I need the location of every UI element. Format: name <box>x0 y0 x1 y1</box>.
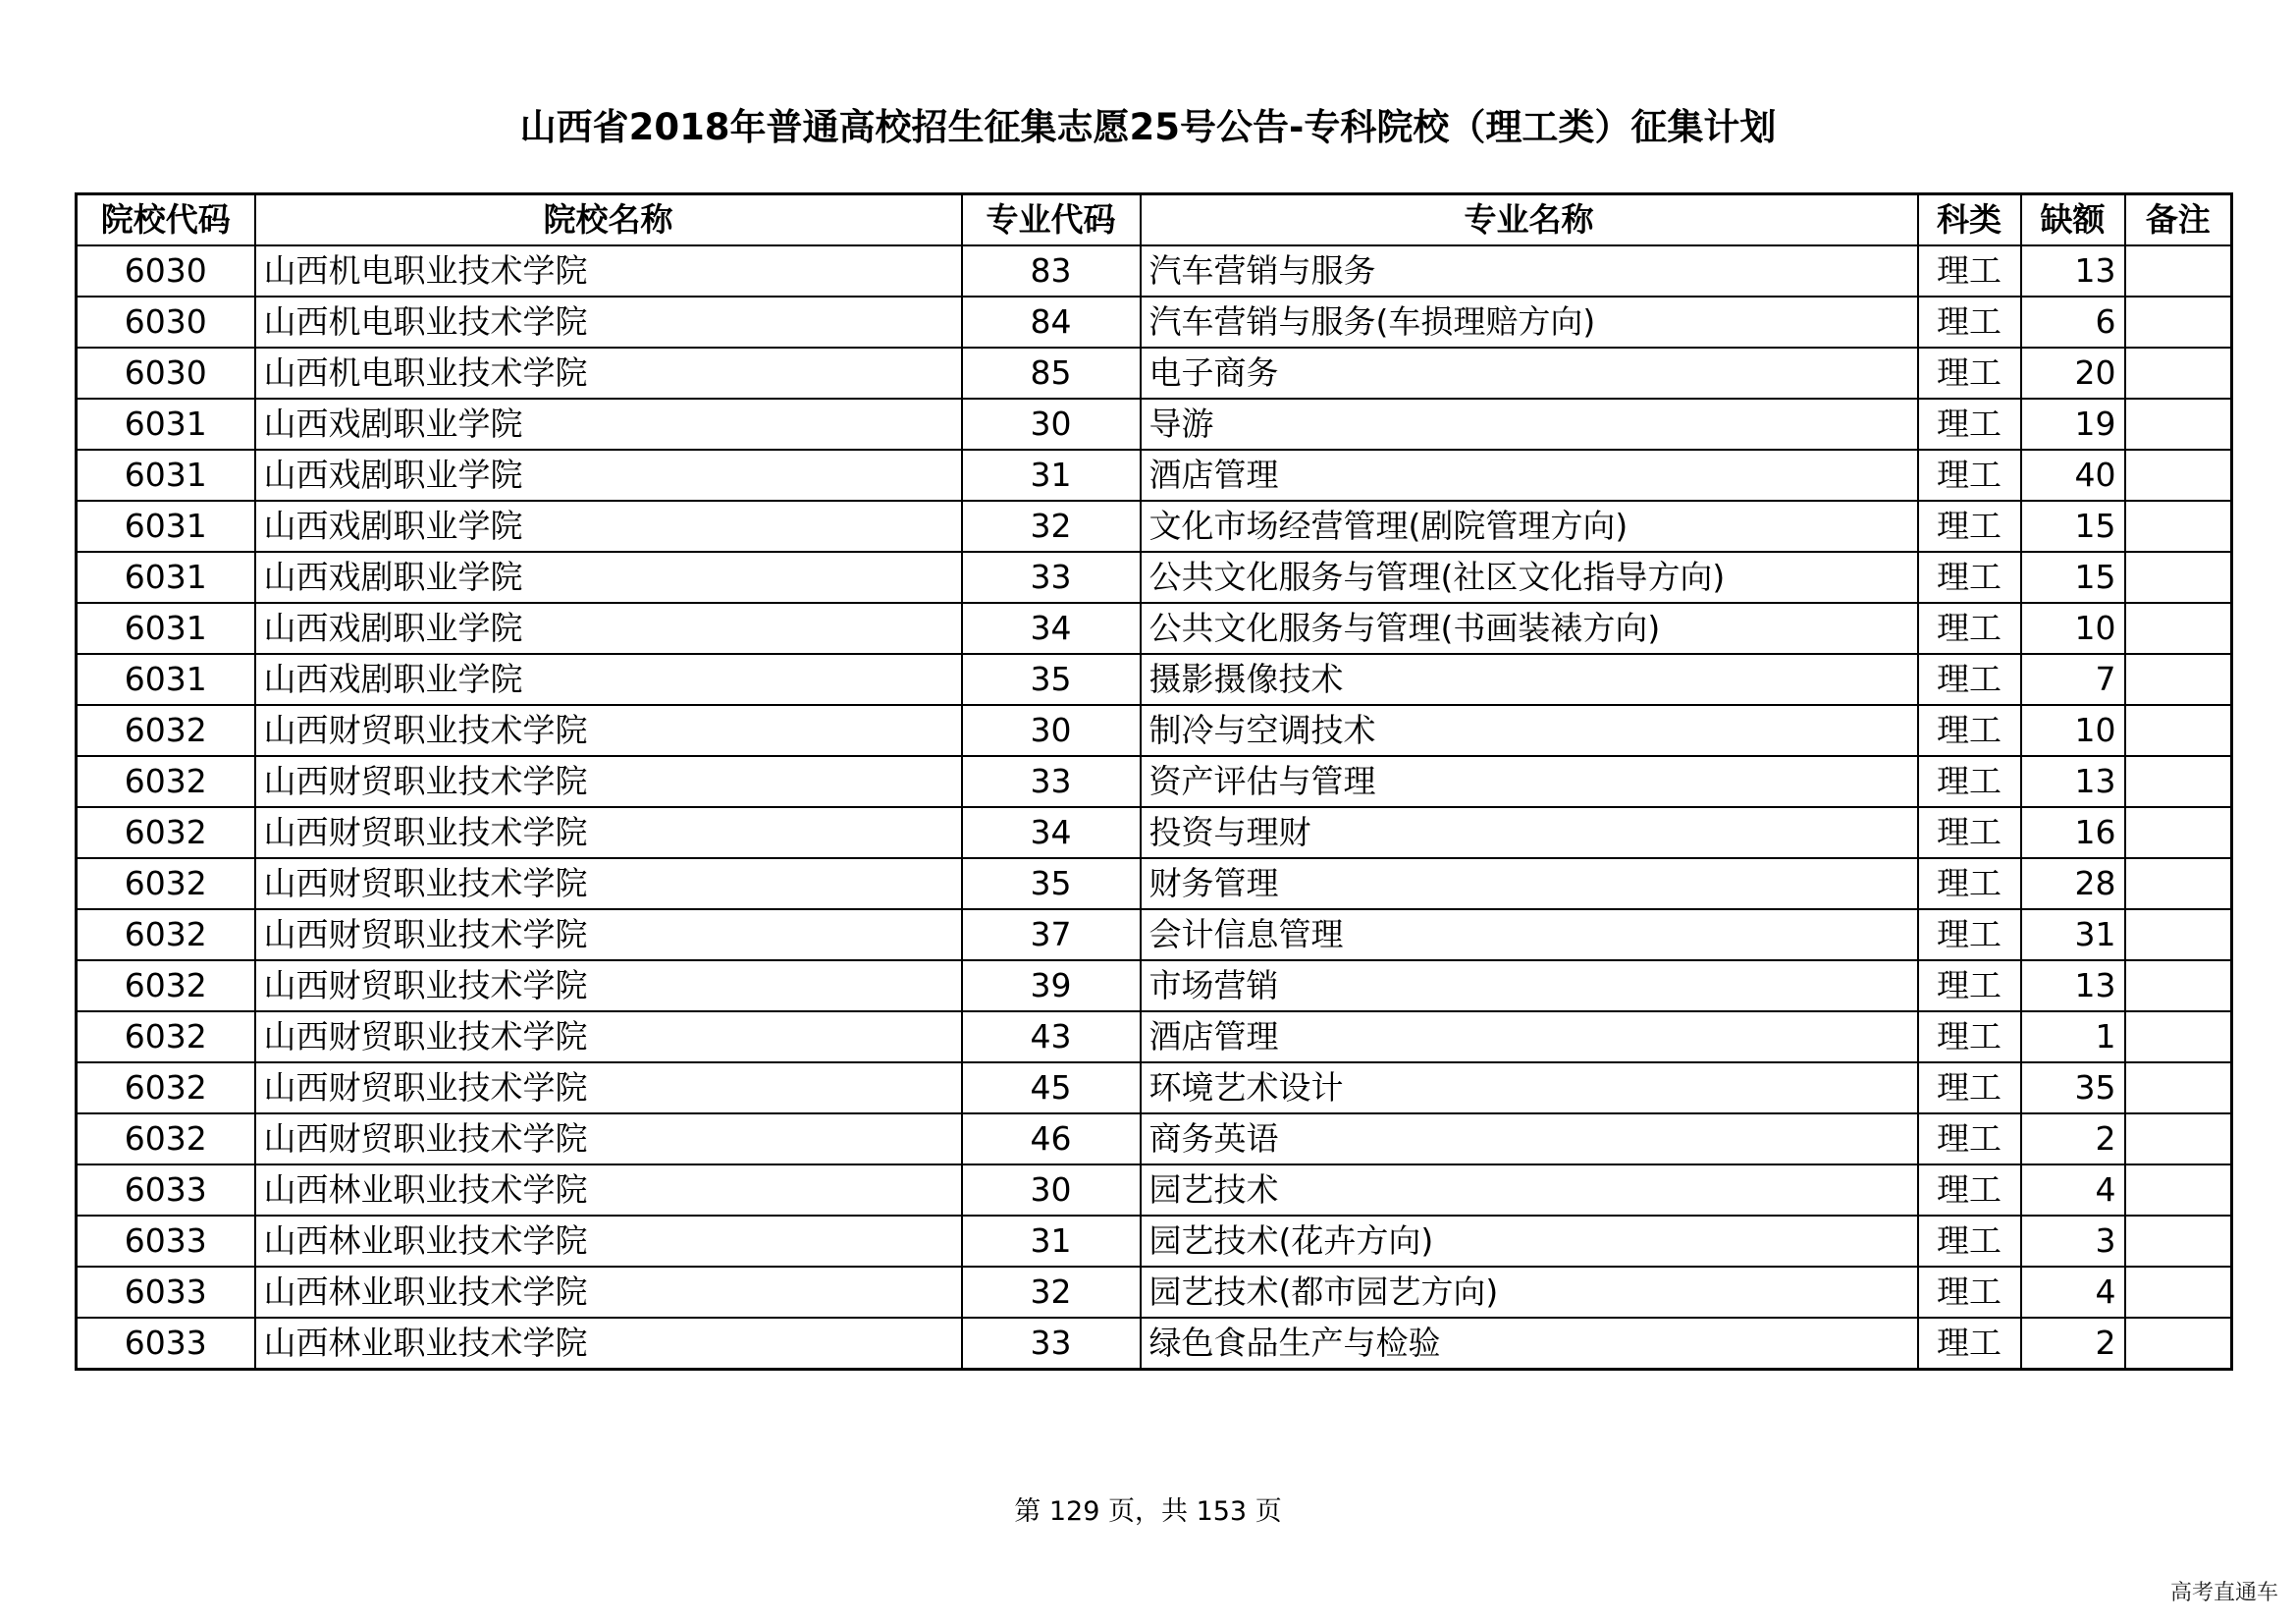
category-cell: 理工 <box>1918 1062 2021 1113</box>
major-name-cell: 文化市场经营管理(剧院管理方向) <box>1141 501 1918 552</box>
major-code-cell: 34 <box>962 807 1141 858</box>
major-code-cell: 32 <box>962 501 1141 552</box>
school-code-cell: 6032 <box>77 1062 255 1113</box>
major-code-cell: 84 <box>962 297 1141 348</box>
category-cell: 理工 <box>1918 348 2021 399</box>
major-name-cell: 绿色食品生产与检验 <box>1141 1318 1918 1370</box>
quota-cell: 6 <box>2021 297 2125 348</box>
quota-cell: 10 <box>2021 705 2125 756</box>
school-code-cell: 6032 <box>77 960 255 1011</box>
note-cell <box>2125 603 2232 654</box>
major-code-cell: 31 <box>962 450 1141 501</box>
major-code-cell: 30 <box>962 705 1141 756</box>
category-cell: 理工 <box>1918 1318 2021 1370</box>
table-row <box>77 552 2232 603</box>
category-cell: 理工 <box>1918 1164 2021 1216</box>
category-cell: 理工 <box>1918 501 2021 552</box>
quota-cell: 28 <box>2021 858 2125 909</box>
major-name-cell: 公共文化服务与管理(社区文化指导方向) <box>1141 552 1918 603</box>
school-code-cell: 6032 <box>77 705 255 756</box>
major-code-cell: 37 <box>962 909 1141 960</box>
quota-cell: 13 <box>2021 756 2125 807</box>
table-row <box>77 705 2232 756</box>
school-code-cell: 6032 <box>77 756 255 807</box>
school-name-cell: 山西戏剧职业学院 <box>255 399 962 450</box>
table-body <box>77 245 2232 1370</box>
major-name-cell: 导游 <box>1141 399 1918 450</box>
major-code-cell: 33 <box>962 1318 1141 1370</box>
major-name-cell: 电子商务 <box>1141 348 1918 399</box>
table-row <box>77 348 2232 399</box>
school-code-cell: 6032 <box>77 807 255 858</box>
table-row <box>77 297 2232 348</box>
quota-cell: 15 <box>2021 501 2125 552</box>
school-code-cell: 6032 <box>77 858 255 909</box>
school-code-cell: 6031 <box>77 552 255 603</box>
category-cell: 理工 <box>1918 450 2021 501</box>
table-row <box>77 399 2232 450</box>
watermark-text: 高考直通车 <box>2169 1581 2278 1605</box>
quota-cell: 2 <box>2021 1318 2125 1370</box>
major-code-cell: 85 <box>962 348 1141 399</box>
school-code-cell: 6033 <box>77 1267 255 1318</box>
table-row <box>77 450 2232 501</box>
major-name-cell: 酒店管理 <box>1141 1011 1918 1062</box>
note-cell <box>2125 297 2232 348</box>
note-cell <box>2125 501 2232 552</box>
header-major-name: 专业名称 <box>1141 194 1918 246</box>
school-code-cell: 6031 <box>77 450 255 501</box>
enrollment-plan-table <box>75 192 2233 1371</box>
school-code-cell: 6031 <box>77 399 255 450</box>
category-cell: 理工 <box>1918 245 2021 297</box>
major-code-cell: 83 <box>962 245 1141 297</box>
school-name-cell: 山西财贸职业技术学院 <box>255 705 962 756</box>
school-name-cell: 山西林业职业技术学院 <box>255 1216 962 1267</box>
quota-cell: 1 <box>2021 1011 2125 1062</box>
school-name-cell: 山西机电职业技术学院 <box>255 245 962 297</box>
school-name-cell: 山西戏剧职业学院 <box>255 552 962 603</box>
quota-cell: 13 <box>2021 960 2125 1011</box>
major-name-cell: 园艺技术(花卉方向) <box>1141 1216 1918 1267</box>
table-row <box>77 654 2232 705</box>
school-name-cell: 山西财贸职业技术学院 <box>255 1113 962 1164</box>
major-name-cell: 商务英语 <box>1141 1113 1918 1164</box>
quota-cell: 40 <box>2021 450 2125 501</box>
school-code-cell: 6032 <box>77 909 255 960</box>
quota-cell: 35 <box>2021 1062 2125 1113</box>
major-code-cell: 45 <box>962 1062 1141 1113</box>
category-cell: 理工 <box>1918 603 2021 654</box>
major-name-cell: 摄影摄像技术 <box>1141 654 1918 705</box>
major-code-cell: 39 <box>962 960 1141 1011</box>
school-code-cell: 6032 <box>77 1113 255 1164</box>
note-cell <box>2125 1062 2232 1113</box>
major-name-cell: 投资与理财 <box>1141 807 1918 858</box>
school-name-cell: 山西财贸职业技术学院 <box>255 858 962 909</box>
school-code-cell: 6033 <box>77 1318 255 1370</box>
category-cell: 理工 <box>1918 960 2021 1011</box>
table-row <box>77 1062 2232 1113</box>
note-cell <box>2125 450 2232 501</box>
table-row <box>77 960 2232 1011</box>
school-name-cell: 山西财贸职业技术学院 <box>255 909 962 960</box>
table-row <box>77 858 2232 909</box>
category-cell: 理工 <box>1918 1216 2021 1267</box>
note-cell <box>2125 807 2232 858</box>
table-row <box>77 1113 2232 1164</box>
table-row <box>77 501 2232 552</box>
school-name-cell: 山西林业职业技术学院 <box>255 1318 962 1370</box>
table-row <box>77 603 2232 654</box>
category-cell: 理工 <box>1918 1011 2021 1062</box>
header-school-code: 院校代码 <box>77 194 255 246</box>
table-row <box>77 756 2232 807</box>
header-note: 备注 <box>2125 194 2232 246</box>
major-code-cell: 34 <box>962 603 1141 654</box>
school-name-cell: 山西财贸职业技术学院 <box>255 807 962 858</box>
school-name-cell: 山西戏剧职业学院 <box>255 654 962 705</box>
major-code-cell: 33 <box>962 552 1141 603</box>
school-code-cell: 6033 <box>77 1216 255 1267</box>
school-name-cell: 山西财贸职业技术学院 <box>255 756 962 807</box>
note-cell <box>2125 858 2232 909</box>
school-code-cell: 6030 <box>77 297 255 348</box>
category-cell: 理工 <box>1918 705 2021 756</box>
major-name-cell: 财务管理 <box>1141 858 1918 909</box>
header-category: 科类 <box>1918 194 2021 246</box>
school-name-cell: 山西林业职业技术学院 <box>255 1267 962 1318</box>
major-name-cell: 环境艺术设计 <box>1141 1062 1918 1113</box>
note-cell <box>2125 654 2232 705</box>
quota-cell: 13 <box>2021 245 2125 297</box>
major-name-cell: 汽车营销与服务 <box>1141 245 1918 297</box>
note-cell <box>2125 1011 2232 1062</box>
note-cell <box>2125 245 2232 297</box>
category-cell: 理工 <box>1918 399 2021 450</box>
note-cell <box>2125 1216 2232 1267</box>
note-cell <box>2125 1267 2232 1318</box>
quota-cell: 2 <box>2021 1113 2125 1164</box>
note-cell <box>2125 705 2232 756</box>
table-header-row <box>77 194 2232 246</box>
category-cell: 理工 <box>1918 858 2021 909</box>
table-row <box>77 807 2232 858</box>
school-code-cell: 6030 <box>77 245 255 297</box>
category-cell: 理工 <box>1918 807 2021 858</box>
major-name-cell: 会计信息管理 <box>1141 909 1918 960</box>
major-name-cell: 公共文化服务与管理(书画装裱方向) <box>1141 603 1918 654</box>
quota-cell: 3 <box>2021 1216 2125 1267</box>
school-code-cell: 6031 <box>77 501 255 552</box>
major-code-cell: 43 <box>962 1011 1141 1062</box>
table-row <box>77 1164 2232 1216</box>
major-name-cell: 制冷与空调技术 <box>1141 705 1918 756</box>
quota-cell: 20 <box>2021 348 2125 399</box>
major-name-cell: 园艺技术 <box>1141 1164 1918 1216</box>
major-code-cell: 33 <box>962 756 1141 807</box>
school-code-cell: 6032 <box>77 1011 255 1062</box>
header-major-code: 专业代码 <box>962 194 1141 246</box>
major-name-cell: 汽车营销与服务(车损理赔方向) <box>1141 297 1918 348</box>
school-name-cell: 山西林业职业技术学院 <box>255 1164 962 1216</box>
major-name-cell: 市场营销 <box>1141 960 1918 1011</box>
note-cell <box>2125 1318 2232 1370</box>
category-cell: 理工 <box>1918 1113 2021 1164</box>
school-code-cell: 6033 <box>77 1164 255 1216</box>
quota-cell: 4 <box>2021 1164 2125 1216</box>
major-code-cell: 46 <box>962 1113 1141 1164</box>
category-cell: 理工 <box>1918 909 2021 960</box>
note-cell <box>2125 1164 2232 1216</box>
category-cell: 理工 <box>1918 654 2021 705</box>
major-name-cell: 酒店管理 <box>1141 450 1918 501</box>
quota-cell: 15 <box>2021 552 2125 603</box>
major-code-cell: 32 <box>962 1267 1141 1318</box>
page-number: 第 129 页，共 153 页 <box>1014 1496 1282 1527</box>
major-code-cell: 35 <box>962 654 1141 705</box>
major-code-cell: 30 <box>962 1164 1141 1216</box>
note-cell <box>2125 909 2232 960</box>
table-row <box>77 1267 2232 1318</box>
school-name-cell: 山西戏剧职业学院 <box>255 501 962 552</box>
document-title: 山西省2018年普通高校招生征集志愿25号公告-专科院校（理工类）征集计划 <box>519 106 1777 148</box>
header-quota: 缺额 <box>2021 194 2125 246</box>
quota-cell: 7 <box>2021 654 2125 705</box>
school-name-cell: 山西戏剧职业学院 <box>255 450 962 501</box>
school-code-cell: 6030 <box>77 348 255 399</box>
header-school-name: 院校名称 <box>255 194 962 246</box>
table-row <box>77 245 2232 297</box>
major-name-cell: 资产评估与管理 <box>1141 756 1918 807</box>
table-row <box>77 1011 2232 1062</box>
category-cell: 理工 <box>1918 297 2021 348</box>
note-cell <box>2125 756 2232 807</box>
school-name-cell: 山西财贸职业技术学院 <box>255 1062 962 1113</box>
table-row <box>77 909 2232 960</box>
school-code-cell: 6031 <box>77 654 255 705</box>
major-code-cell: 31 <box>962 1216 1141 1267</box>
school-name-cell: 山西戏剧职业学院 <box>255 603 962 654</box>
category-cell: 理工 <box>1918 756 2021 807</box>
note-cell <box>2125 552 2232 603</box>
note-cell <box>2125 348 2232 399</box>
quota-cell: 31 <box>2021 909 2125 960</box>
school-name-cell: 山西机电职业技术学院 <box>255 348 962 399</box>
note-cell <box>2125 1113 2232 1164</box>
table-row <box>77 1318 2232 1370</box>
major-code-cell: 35 <box>962 858 1141 909</box>
major-name-cell: 园艺技术(都市园艺方向) <box>1141 1267 1918 1318</box>
school-name-cell: 山西机电职业技术学院 <box>255 297 962 348</box>
note-cell <box>2125 960 2232 1011</box>
school-code-cell: 6031 <box>77 603 255 654</box>
school-name-cell: 山西财贸职业技术学院 <box>255 960 962 1011</box>
school-name-cell: 山西财贸职业技术学院 <box>255 1011 962 1062</box>
category-cell: 理工 <box>1918 1267 2021 1318</box>
quota-cell: 4 <box>2021 1267 2125 1318</box>
note-cell <box>2125 399 2232 450</box>
category-cell: 理工 <box>1918 552 2021 603</box>
table-row <box>77 1216 2232 1267</box>
quota-cell: 19 <box>2021 399 2125 450</box>
quota-cell: 10 <box>2021 603 2125 654</box>
major-code-cell: 30 <box>962 399 1141 450</box>
quota-cell: 16 <box>2021 807 2125 858</box>
